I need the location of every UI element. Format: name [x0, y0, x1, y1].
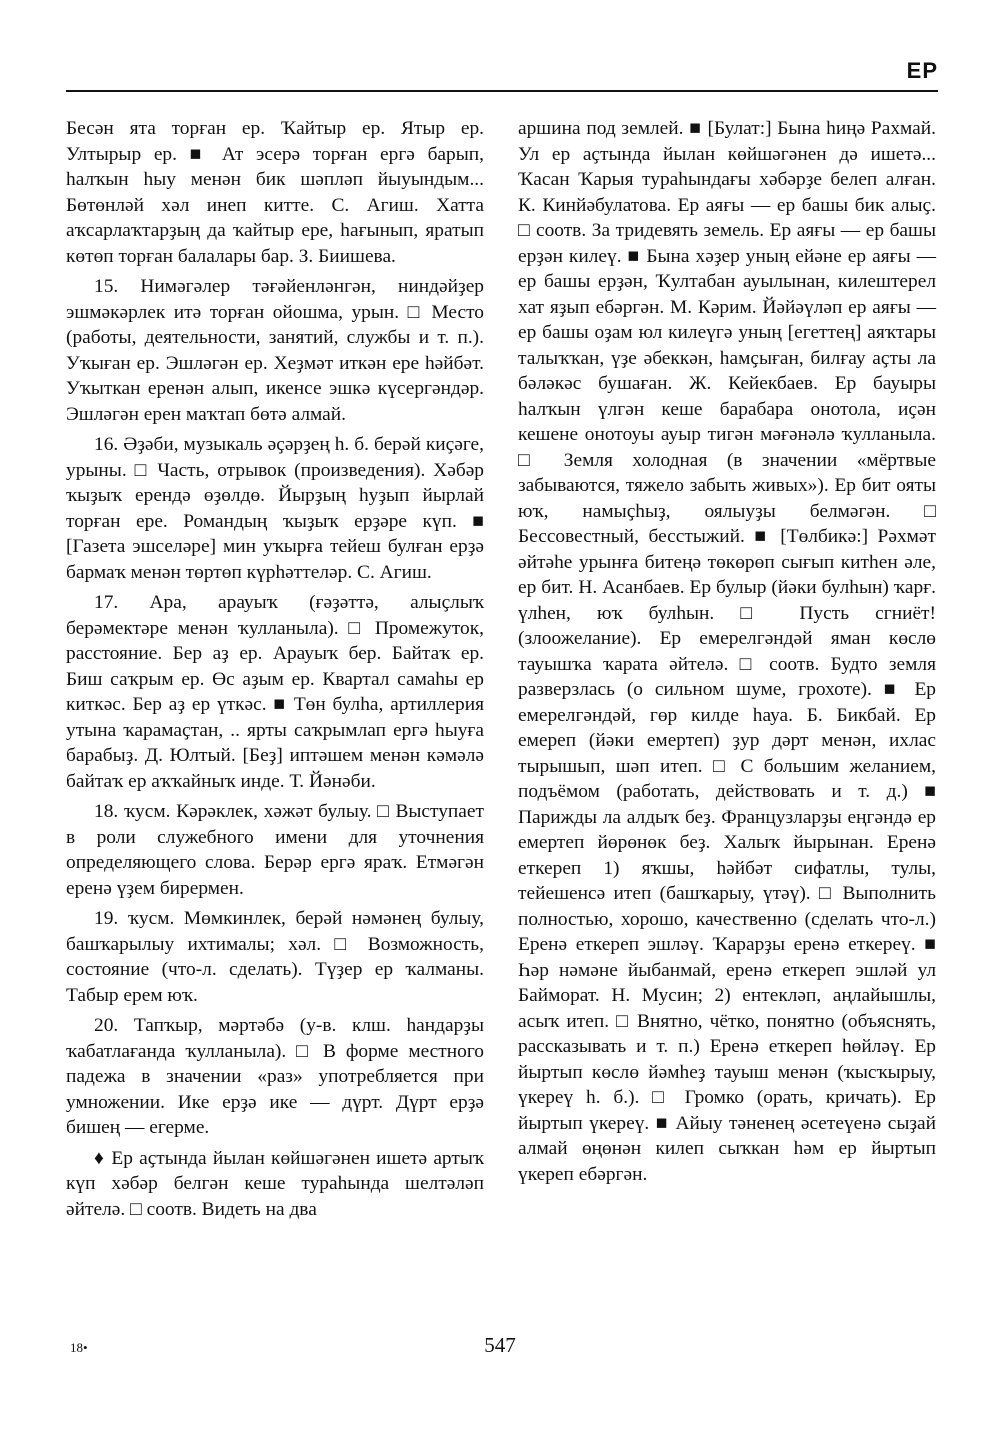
sense-17: 17. Ара, арауыҡ (ғәҙәттә, алыҫлыҡ берәмектәре менән ҡулланыла). □ Промежуток, расстояние. Бер аҙ ер. Арауыҡ бер. Байтаҡ ер. Биш саҡрым ер. Өс аҙым ер. Квартал самаһы ер киткәс. Бер аҙ ер үткәс. ■ Төн булһа, артиллерия утына ҡарамаҫтан, .. ярты саҡрымлап ергә һыуға барабыҙ. Д. Юлтый. [Беҙ] иптәшем менән кәмәлә байтаҡ ер аҡҡайныҡ инде. Т. Йәнәби.: [66, 592, 484, 792]
header-rule: [66, 90, 938, 92]
idiom-block: ♦ Ер аҫтында йылан көйшәгәнен ишетә артыҡ күп хәбәр белгән кеше тураһында шелтәләп әйтелә. □ соотв. Видеть на два: [66, 1147, 484, 1220]
idioms-continued: аршина под землей. ■ [Булат:] Бына һиңә Рахмай. Ул ер аҫтында йылан көйшәгәнен дә ишетә... Ҡасан Ҡарыя тураһындағы хәбәрҙе белеп алған. К. Кинйәбулатова. Ер аяғы — ер башы бик алыҫ. □ соотв. За тридевять земель. Ер аяғы — ер башы ерҙән килеү. ■ Бына хәҙер уның ейәне ер аяғы — ер башы ерҙән, Ҡултабан ауылынан, килештерел хат яҙып ебәргән. М. Кәрим. Йәйәүләп ер аяғы — ер башы оҙам юл килеүгә уның [егеттең] аяҡтары талыҡҡан, үҙе әбеккән, һамҫыған, билғау аҫты ла бәләкәс бушаған. Ж. Кейекбаев. Ер бауыры һалҡын үлгән кеше барабара онотола, иҫән кешене онотоуы ауыр тигән мәғәнәлә ҡулланыла. □ Земля холодная (в значении «мёртвые забываются, тяжело забыть живых»). Ер бит ояты юҡ, намыҫһыҙ, оялыуҙы белмәгән. □ Бессовестный, бесстыжий. ■ [Төлбикә:] Рәхмәт әйтәһе урынға битеңә төкөрөп сығып китһен әле, ер бит. Н. Асанбаев. Ер булыр (йәки булһын) ҡарғ. үлһен, юҡ булһын. □ Пусть сгниёт! (злоожелание). Ер емерелгәндәй яман көслө тауышҡа ҡарата әйтелә. □ соотв. Будто земля разверзлась (о сильном шуме, грохоте). ■ Ер емерелгәндәй, гөр килде һауа. Б. Бикбай. Ер емереп (йәки емертеп) ҙур дәрт менән, ихлас тырышып, шәп итеп. □ С большим желанием, подъёмом (работать, действовать и т. д.) ■ Парижды ла алдыҡ беҙ. Французларҙы еңгәндә ер емертеп йөрөнөк беҙ. Халыҡ йырынан. Еренә еткереп 1) яҡшы, һәйбәт сифатлы, тулы, тейешенсә итеп (башҡарыу, үтәү). □ Выполнить полностью, хорошо, качественно (сделать что-л.) Еренә еткереп эшләү. Ҡарарҙы еренә еткереү. ■ Һәр нәмәне йыбанмай, еренә еткереп эшләй ул Байморат. Н. Мусин; 2) ентекләп, аңлайышлы, асыҡ итеп. □ Внятно, чётко, понятно (объяснять, рассказывать и т. п.) Еренә еткереп һөйләү. Ер йыртып көслө йәмһеҙ тауыш менән (ҡысҡырыу, үкереү һ. б.). □ Громко (орать, кричать). Ер йыртып үкереү. ■ Айыу тәненең әсетеүенә сыҙай алмай өңөнән килеп сыҡкан һәм ер йыртып үкереп ебәргән.: [518, 118, 936, 1185]
left-column: [66, 116, 484, 1227]
sense-19: 19. ҡусм. Мөмкинлек, берәй нәмәнең булыу, башҡарылыу ихтималы; хәл. □ Возможность, состояние (что-л. сделать). Түҙер ер ҡалманы. Табыр ерем юҡ.: [66, 908, 484, 1006]
page-number: 547: [484, 1333, 516, 1357]
right-column: [518, 116, 936, 1192]
running-head: ЕР: [906, 58, 938, 83]
signature-mark: 18•: [70, 1340, 88, 1355]
sense-16: 16. Әҙәби, музыкаль әҫәрҙең һ. б. берәй киҫәге, урыны. □ Часть, отрывок (произведения). Хәбәр ҡыҙыҡ ерендә өҙөлдө. Йырҙың һуҙып йырлай торған ере. Романдың ҡыҙыҡ ерҙәре күп. ■ [Газета эшселәре] мин уҡырға тейеш булған ерҙә бармаҡ менән төртөп күрһәттеләр. С. Агиш.: [66, 434, 484, 583]
sense-20: 20. Тапҡыр, мәртәбә (у-в. клш. һандарҙы ҡабатлағанда ҡулланыла). □ В форме местного падежа в значении «раз» употребляется при умножении. Ике ерҙә ике — дүрт. Дүрт ерҙә бишең — егерме.: [66, 1015, 484, 1138]
sense-18: 18. ҡусм. Кәрәклек, хәжәт булыу. □ Выступает в роли служебного имени для уточнения определяющего слова. Берәр ергә яраҡ. Етмәгән еренә үҙем бирермен.: [66, 801, 484, 899]
entry-text: Бесән ята торған ер. Ҡайтыр ер. Ятыр ер. Ултырыр ер. ■ Ат эсерә торған ергә барып, һалҡын һыу менән бик шәпләп йыуындым... Бөтөнләй хәл инеп китте. С. Агиш. Хатта аҡсарлаҡтарҙың да ҡайтыр ере, һағынып, яратып көтөп торған балалары бар. З. Биишева.: [66, 118, 484, 267]
sense-15: 15. Нимәгәлер тәғәйенләнгән, ниндәйҙер эшмәкәрлек итә торған ойошма, урын. □ Место (работы, деятельности, занятий, службы и т. п.). Уҡыған ер. Эшләгән ер. Хеҙмәт иткән ере һәйбәт. Уҡыткан еренән алып, икенсе эшкә күсергәндәр. Эшләгән ерен маҡтап бөтә алмай.: [66, 276, 484, 425]
